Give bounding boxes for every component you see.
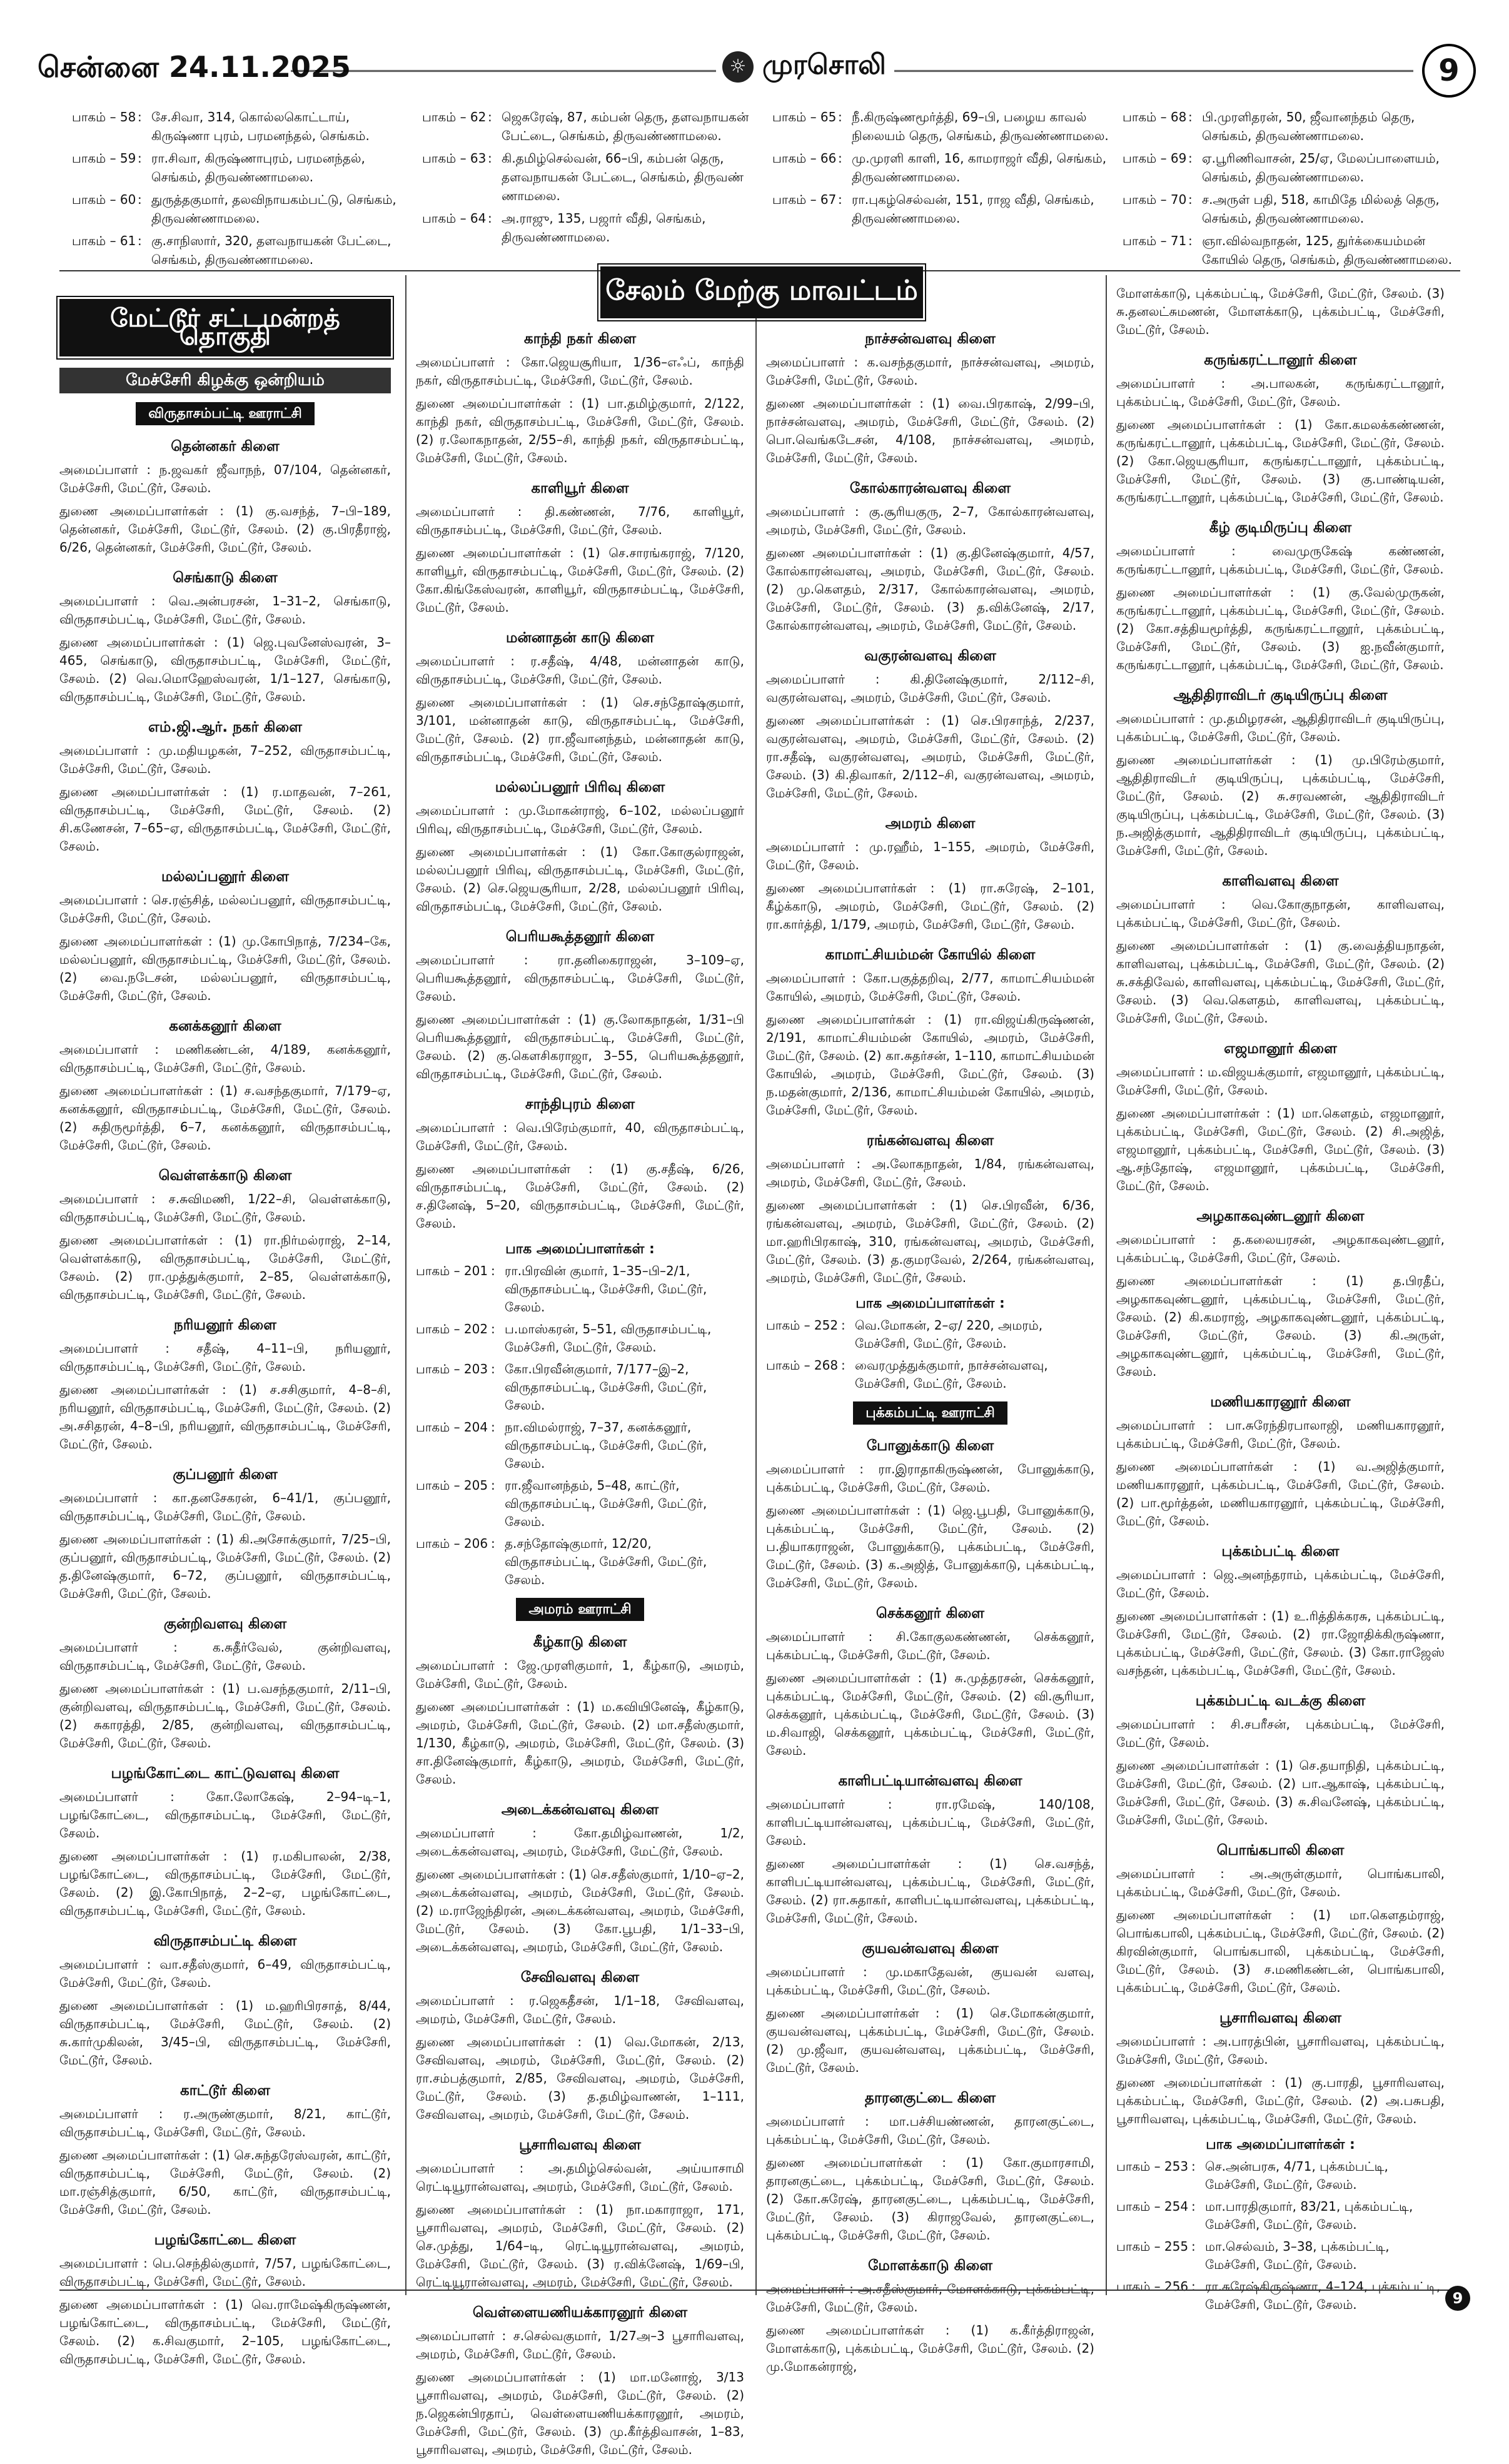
deputy-organizers-entry: துணை அமைப்பாளர்கள் : (1) வை.பிரகாஷ், 2/99–பி, நாச்சன்வளவு, அமரம், மேச்சேரி, மேட்டூர், சேலம். (2) பொ.வெங்கடேசன், 4/108, நாச்சன்வளவு, அமரம், மேச்சேரி, மேட்டூர், சேலம். xyxy=(766,396,1094,465)
pagam-member: ரா.சுரேஷ்கிருஷ்ணா, 4–124, புக்கம்பட்டி, மேச்சேரி, மேட்டூர், சேலம். xyxy=(1205,2279,1441,2312)
pagam-member: மா.பாரதிகுமார், 83/21, புக்கம்பட்டி, மேச்சேரி, மேட்டூர், சேலம். xyxy=(1205,2199,1413,2232)
branch-title: பொங்கபாலி கிளை xyxy=(1216,1842,1345,1859)
organizer-entry: அமைப்பாளர் : ரா.ரமேஷ், 140/108, காளிபட்டியான்வளவு, புக்கம்பட்டி, மேச்சேரி, மேட்டூர், சேலம். xyxy=(766,1797,1094,1848)
deputy-organizers-entry: துணை அமைப்பாளர்கள் : (1) ஜெ.பூபதி, போனுக்காடு, புக்கம்பட்டி, மேச்சேரி, மேட்டூர், சேலம். (2) ப.தியாகராஜன், போனுக்காடு, புக்கம்பட்டி, மேச்சேரி, மேட்டூர், சேலம். (3) க.அஜித், போனுக்காடு, புக்கம்பட்டி, மேச்சேரி, மேட்டூர், சேலம். xyxy=(766,1503,1094,1590)
deputy-organizers-entry: துணை அமைப்பாளர்கள் : (1) மு.பிரேம்குமார், ஆதிதிராவிடர் குடியிருப்பு, புக்கம்பட்டி, மேச்சேரி, மேட்டூர், சேலம். (2) சு.சரவணன், ஆதிதிராவிடர் குடியிருப்பு, புக்கம்பட்டி, மேச்சேரி, மேட்டூர், சேலம். (3) ந.அஜித்குமார், ஆதிதிராவிடர் குடியிருப்பு, புக்கம்பட்டி, மேச்சேரி, மேட்டூர், சேலம். xyxy=(1116,752,1445,858)
pagam-number: பாகம் – 59 xyxy=(72,151,136,166)
organizer-entry: அமைப்பாளர் : க.வசந்தகுமார், நாச்சன்வளவு, அமரம், மேச்சேரி, மேட்டூர், சேலம். xyxy=(766,355,1094,388)
organizer-entry: அமைப்பாளர் : மா.பச்சியண்ணன், தாரனகுட்டை, புக்கம்பட்டி, மேச்சேரி, மேட்டூர், சேலம். xyxy=(766,2114,1094,2147)
organizer-entry: அமைப்பாளர் : ர.சதீஷ், 4/48, மன்னாதன் காடு, விருதாசம்பட்டி, மேச்சேரி, மேட்டூர், சேலம். xyxy=(416,654,744,687)
deputy-organizers-entry: துணை அமைப்பாளர்கள் : (1) செ.சுந்தரேஸ்வரன், காட்டூர், விருதாசம்பட்டி, மேச்சேரி, மேட்டூர், சேலம். (2) மா.ரஞ்சித்குமார், 6/50, காட்டூர், விருதாசம்பட்டி, மேச்சேரி, மேட்டூர், சேலம். xyxy=(59,2148,391,2217)
deputy-organizers-entry: துணை அமைப்பாளர்கள் : (1) கு.வேல்முருகன், கருங்கரட்டானூர், புக்கம்பட்டி, மேச்சேரி, மேட்டூர், சேலம். (2) கோ.சத்தியமூர்த்தி, கருங்கரட்டானூர், புக்கம்பட்டி, மேச்சேரி, மேட்டூர், சேலம். (3) ஐ.நவீன்குமார், கருங்கரட்டானூர், புக்கம்பட்டி, மேச்சேரி, மேட்டூர், சேலம். xyxy=(1116,585,1445,672)
branch-title: பூசாரிவளவு கிளை xyxy=(1219,2010,1341,2026)
pagam-row xyxy=(416,1360,744,1415)
branch-list xyxy=(416,330,744,1233)
pagam-row xyxy=(422,108,760,145)
separator-colon: : xyxy=(1188,233,1193,248)
organizer-entry: அமைப்பாளர் : கு.சூரியகுரு, 2–7, கோல்காரன்வளவு, அமரம், மேச்சேரி, மேட்டூர், சேலம். xyxy=(766,504,1094,537)
pagam-number: பாகம் – 252 xyxy=(766,1318,839,1333)
pagam-member: ரா.ஜீவானந்தம், 5–48, காட்டூர், விருதாசம்பட்டி, மேச்சேரி, மேட்டூர், சேலம். xyxy=(505,1478,707,1529)
pagam-row xyxy=(1123,149,1460,186)
branch-title: புக்கம்பட்டி வடக்கு கிளை xyxy=(1195,1693,1366,1709)
panchayat-label: விருதாசம்பட்டி ஊராட்சி xyxy=(136,402,314,425)
separator-colon: : xyxy=(488,211,492,226)
branch-title: குப்பனூர் கிளை xyxy=(173,1467,278,1483)
organizer-entry: அமைப்பாளர் : அ.அருள்குமார், பொங்கபாலி, புக்கம்பட்டி, மேச்சேரி, மேட்டூர், சேலம். xyxy=(1116,1866,1445,1899)
pagam-member: நா.விமல்ராஜ், 7–37, கனக்கனூர், விருதாசம்பட்டி, மேச்சேரி, மேட்டூர், சேலம். xyxy=(505,1420,707,1471)
deputy-organizers-entry: துணை அமைப்பாளர்கள் : (1) கு.வைத்தியநாதன், காளிவளவு, புக்கம்பட்டி, மேச்சேரி, மேட்டூர், சேலம். (2) சு.சக்திவேல், காளிவளவு, புக்கம்பட்டி, மேச்சேரி, மேட்டூர், சேலம். (3) வெ.கௌதம், காளிவளவு, புக்கம்பட்டி, மேச்சேரி, மேட்டூர், சேலம். xyxy=(1116,938,1445,1026)
branch-title: அமரம் கிளை xyxy=(885,815,976,832)
branch-title: பெரியகூத்தனூர் கிளை xyxy=(505,929,655,945)
organizer-entry: அமைப்பாளர் : ரா.இராதாகிருஷ்ணன், போனுக்காடு, புக்கம்பட்டி, மேச்சேரி, மேட்டூர், சேலம். xyxy=(766,1462,1094,1495)
organizer-entry: அமைப்பாளர் : மு.தமிழரசன், ஆதிதிராவிடர் குடியிருப்பு, புக்கம்பட்டி, மேச்சேரி, மேட்டூர், சேலம். xyxy=(1116,711,1445,744)
separator-colon: : xyxy=(1188,151,1193,166)
pagam-member: ஞா.வில்வநாதன், 125, துர்க்கையம்மன் கோயில் தெரு, செங்கம், திருவண்ணாமலை. xyxy=(1202,233,1452,267)
pagam-row xyxy=(1123,190,1460,228)
separator-colon: : xyxy=(491,1263,495,1278)
deputy-organizers-entry: துணை அமைப்பாளர்கள் : (1) கு.தினேஷ்குமார், 4/57, கோல்காரன்வளவு, அமரம், மேச்சேரி, மேட்டூர், சேலம். (2) மு.கௌதம், 2/317, கோல்காரன்வளவு, அமரம், மேச்சேரி, மேட்டூர், சேலம். (3) த.விக்னேஷ், 2/17, கோல்காரன்வளவு, அமரம், மேச்சேரி, மேட்டூர், சேலம். xyxy=(766,545,1094,633)
organizer-entry: அமைப்பாளர் : சி.கோகுலகண்ணன், செக்கனூர், புக்கம்பட்டி, மேச்சேரி, மேட்டூர், சேலம். xyxy=(766,1629,1094,1662)
organizer-entry: அமைப்பாளர் : சி.சபரீசன், புக்கம்பட்டி, மேச்சேரி, மேட்டூர், சேலம். xyxy=(1116,1717,1445,1750)
deputy-organizers-entry: துணை அமைப்பாளர்கள் : (1) க.கீர்த்திராஜன், மோளக்காடு, புக்கம்பட்டி, மேச்சேரி, மேட்டூர், சேலம். (2) மு.மோகன்ராஜ், xyxy=(766,2323,1094,2374)
deputy-organizers-entry: துணை அமைப்பாளர்கள் : (1) கோ.கமலக்கண்ணன், கருங்கரட்டானூர், புக்கம்பட்டி, மேச்சேரி, மேட்டூர், சேலம். (2) கோ.ஜெயசூரியா, கருங்கரட்டானூர், புக்கம்பட்டி, மேச்சேரி, மேட்டூர், சேலம். (3) கு.பாண்டியன், கருங்கரட்டானூர், புக்கம்பட்டி, மேச்சேரி, மேட்டூர், சேலம். xyxy=(1116,417,1445,505)
pagam-member: துருத்தகுமார், தலவிநாயகம்பட்டு, செங்கம், திருவண்ணாமலை. xyxy=(151,192,396,226)
pagam-row xyxy=(1116,2278,1445,2314)
deputy-organizers-entry: துணை அமைப்பாளர்கள் : (1) செ.சதீஸ்குமார், 1/10–ஏ–2, அடைக்கன்வளவு, அமரம், மேச்சேரி, மேட்டூர், சேலம். (2) ம.ராஜேந்திரன், அடைக்கன்வளவு, அமரம், மேச்சேரி, மேட்டூர், சேலம். (3) கோ.பூபதி, 1/1–33–பி, அடைக்கன்வளவு, அமரம், மேச்சேரி, மேட்டூர், சேலம். xyxy=(416,1867,744,1954)
pagam-row xyxy=(72,190,410,228)
deputy-organizers-entry: துணை அமைப்பாளர்கள் : (1) ம.ஹரிபிரசாத், 8/44, விருதாசம்பட்டி, மேச்சேரி, மேட்டூர், சேலம். (2) சு.கார்முகிலன், 3/45–பி, விருதாசம்பட்டி, மேச்சேரி, மேட்டூர், சேலம். xyxy=(59,1998,391,2068)
organizer-entry: அமைப்பாளர் : வெ.கோகுநாதன், காளிவளவு, புக்கம்பட்டி, மேச்சேரி, மேட்டூர், சேலம். xyxy=(1116,897,1445,930)
deputy-organizers-entry: துணை அமைப்பாளர்கள் : (1) ப.வசந்தகுமார், 2/11–பி, குன்றிவளவு, விருதாசம்பட்டி, மேச்சேரி, மேட்டூர், சேலம். (2) சுகாரத்தி, 2/85, குன்றிவளவு, விருதாசம்பட்டி, மேச்சேரி, மேட்டூர், சேலம். xyxy=(59,1681,391,1750)
branch-list xyxy=(766,330,1094,1287)
organizer-entry: அமைப்பாளர் : கோ.லோகேஷ், 2–94–டி–1, பழங்கோட்டை, விருதாசம்பட்டி, மேச்சேரி, மேட்டூர், சேலம். xyxy=(59,1789,391,1840)
pagam-number: பாகம் – 63 xyxy=(422,151,487,166)
pagam-member: செ.அன்பரசு, 4/71, புக்கம்பட்டி, மேச்சேரி, மேட்டூர், சேலம். xyxy=(1205,2159,1388,2192)
pagam-row xyxy=(72,149,410,186)
pagam-number: பாகம் – 203 xyxy=(416,1361,488,1376)
organizer-entry: அமைப்பாளர் : வைமுருகேஷ் கண்ணன், கருங்கரட்டானூர், புக்கம்பட்டி, மேச்சேரி, மேட்டூர், சேலம். xyxy=(1116,543,1445,577)
deputy-organizers-entry: துணை அமைப்பாளர்கள் : (1) கி.அசோக்குமார், 7/25–பி, குப்பனூர், விருதாசம்பட்டி, மேச்சேரி, மேட்டூர், சேலம். (2) த.தினேஷ்குமார், 6–72, குப்பனூர், விருதாசம்பட்டி, மேச்சேரி, மேட்டூர், சேலம். xyxy=(59,1532,391,1601)
pagam-row xyxy=(72,231,410,269)
deputy-organizers-entry: துணை அமைப்பாளர்கள் : (1) மா.மனோஜ், 3/13 பூசாரிவளவு, அமரம், மேச்சேரி, மேட்டூர், சேலம். (2) ந.ஜெகன்பிரதாப், வெள்ளையணியக்காரனூர், அமரம், மேச்சேரி, மேட்டூர், சேலம். (3) மு.கீர்த்திவாசன், 1–83, பூசாரிவளவு, அமரம், மேச்சேரி, மேட்டூர், சேலம். xyxy=(416,2370,744,2457)
newspaper-logo xyxy=(722,49,886,84)
separator-colon: : xyxy=(138,233,142,248)
organizer-entry: அமைப்பாளர் : பா.சுரேந்திரபாலாஜி, மணியகாரனூர், புக்கம்பட்டி, மேச்சேரி, மேட்டூர், சேலம். xyxy=(1116,1418,1445,1451)
pagam-number: பாகம் – 70 xyxy=(1123,192,1187,207)
deputy-organizers-entry: துணை அமைப்பாளர்கள் : (1) செ.பிரவீன், 6/36, ரங்கன்வளவு, அமரம், மேச்சேரி, மேட்டூர், சேலம். (2) மா.ஹரிபிரகாஷ், 310, ரங்கன்வளவு, அமரம், மேச்சேரி, மேட்டூர், சேலம். (3) த.குமரவேல், 2/264, ரங்கன்வளவு, அமரம், மேச்சேரி, மேட்டூர், சேலம். xyxy=(766,1198,1094,1285)
deputy-organizers-entry: துணை அமைப்பாளர்கள் : (1) செ.மோகன்குமார், குயவன்வளவு, புக்கம்பட்டி, மேச்சேரி, மேட்டூர், சேலம். (2) மு.ஜீவா, குயவன்வளவு, புக்கம்பட்டி, மேச்சேரி, மேட்டூர், சேலம். xyxy=(766,2006,1094,2075)
deputy-organizers-entry: துணை அமைப்பாளர்கள் : (1) ம.கவியினேஷ், கீழ்காடு, அமரம், மேச்சேரி, மேட்டூர், சேலம். (2) மா.சதீஸ்குமார், 1/130, கீழ்காடு, அமரம், மேச்சேரி, மேட்டூர், சேலம். (3) சா.தினேஷ்குமார், கீழ்காடு, அமரம், மேச்சேரி, மேட்டூர், சேலம். xyxy=(416,1699,744,1787)
branch-list xyxy=(1116,351,1445,2128)
pagam-row xyxy=(772,149,1110,186)
pagam-row xyxy=(72,108,410,145)
organizer-entry: அமைப்பாளர் : கோ.தமிழ்வாணன், 1/2, அடைக்கன்வளவு, அமரம், மேச்சேரி, மேட்டூர், சேலம். xyxy=(416,1825,744,1859)
pagam-member: ரா.புகழ்செல்வன், 151, ராஜ வீதி, செங்கம், திருவண்ணாமலை. xyxy=(852,192,1094,226)
pagam-number: பாகம் – 66 xyxy=(772,151,837,166)
deputy-organizers-entry: துணை அமைப்பாளர்கள் : (1) கு.லோகநாதன், 1/31–பி பெரியகூத்தனூர், விருதாசம்பட்டி, மேச்சேரி, மேட்டூர், சேலம். (2) கு.கௌசிகராஜா, 3–55, பெரியகூத்தனூர், விருதாசம்பட்டி, மேச்சேரி, மேட்டூர், சேலம். xyxy=(416,1012,744,1081)
branch-title: காளிவளவு கிளை xyxy=(1222,873,1339,889)
deputy-organizers-entry: துணை அமைப்பாளர்கள் : (1) த.பிரதீப், அழகாகவுண்டனூர், புக்கம்பட்டி, மேச்சேரி, மேட்டூர், சேலம். (2) கி.கமராஜ், அழகாகவுண்டனூர், புக்கம்பட்டி, மேச்சேரி, மேட்டூர், சேலம். (3) கி.அருள், அழகாகவுண்டனூர், புக்கம்பட்டி, மேச்சேரி, மேட்டூர், சேலம். xyxy=(1116,1273,1445,1379)
pagam-member: த.சந்தோஷ்குமார், 12/20, விருதாசம்பட்டி, மேச்சேரி, மேட்டூர், சேலம். xyxy=(505,1536,707,1587)
pagam-row xyxy=(422,149,760,205)
separator-colon: : xyxy=(841,1318,845,1333)
branch-title: மணியகாரனூர் கிளை xyxy=(1210,1394,1351,1410)
deputy-organizers-entry: துணை அமைப்பாளர்கள் : (1) ரா.நிர்மல்ராஜ், 2–14, வெள்ளக்காடு, விருதாசம்பட்டி, மேச்சேரி, மேட்டூர், சேலம். (2) ரா.முத்துக்குமார், 2–85, வெள்ளக்காடு, விருதாசம்பட்டி, மேச்சேரி, மேட்டூர், சேலம். xyxy=(59,1233,391,1302)
organizer-entry: அமைப்பாளர் : பெ.செந்தில்குமார், 7/57, பழங்கோட்டை, விருதாசம்பட்டி, மேச்சேரி, மேட்டூர், சேலம். xyxy=(59,2256,391,2289)
branch-title: போனுக்காடு கிளை xyxy=(866,1438,994,1454)
deputy-organizers-entry: துணை அமைப்பாளர்கள் : (1) கோ.கோகுல்ராஜன், மல்லப்பனூர் பிரிவு, விருதாசம்பட்டி, மேச்சேரி, மேட்டூர், சேலம். (2) செ.ஜெயசூரியா, 2/28, மல்லப்பனூர் பிரிவு, விருதாசம்பட்டி, மேச்சேரி, மேட்டூர், சேலம். xyxy=(416,844,744,914)
union-banner: மேச்சேரி கிழக்கு ஒன்றியம் xyxy=(59,368,391,393)
branch-title: தாரனகுட்டை கிளை xyxy=(864,2090,996,2106)
pagam-heading: பாக அமைப்பாளர்கள் : xyxy=(855,1296,1005,1311)
organizer-entry: அமைப்பாளர் : அ.லோகநாதன், 1/84, ரங்கன்வளவு, அமரம், மேச்சேரி, மேட்டூர், சேலம். xyxy=(766,1156,1094,1189)
pagam-member: ப.மாஸ்கரன், 5–51, விருதாசம்பட்டி, மேச்சேரி, மேட்டூர், சேலம். xyxy=(505,1321,712,1355)
pagam-number: பாகம் – 205 xyxy=(416,1478,488,1493)
organizer-entry: அமைப்பாளர் : ச.சுவிமணி, 1/22–சி, வெள்ளக்காடு, விருதாசம்பட்டி, மேச்சேரி, மேட்டூர், சேலம். xyxy=(59,1191,391,1224)
pagam-member: வெ.மோகன், 2–ஏ/ 220, அமரம், மேச்சேரி, மேட்டூர், சேலம். xyxy=(855,1318,1043,1351)
separator-colon: : xyxy=(491,1420,495,1435)
branch-list xyxy=(416,1633,744,2459)
organizer-entry: அமைப்பாளர் : மு.மகாதேவன், குயவன் வளவு, புக்கம்பட்டி, மேச்சேரி, மேட்டூர், சேலம். xyxy=(766,1964,1094,1997)
branch-title: செக்கனூர் கிளை xyxy=(876,1605,985,1622)
branch-title: எஜமானூர் கிளை xyxy=(1224,1041,1337,1057)
deputy-organizers-entry: துணை அமைப்பாளர்கள் : (1) ரா.விஜய்கிருஷ்ணன், 2/191, காமாட்சியம்மன் கோயில், அமரம், மேச்சேரி, மேட்டூர், சேலம். (2) கா.சுதர்சன், 1–110, காமாட்சியம்மன் கோயில், அமரம், மேச்சேரி, மேட்டூர், சேலம். (3) ந.மதன்குமார், 2/136, காமாட்சியம்மன் கோயில், அமரம், மேச்சேரி, மேட்டூர், சேலம். xyxy=(766,1012,1094,1118)
separator-colon: : xyxy=(491,1321,495,1336)
top-list-col-4 xyxy=(1123,108,1460,273)
pagam-member: நீ.கிருஷ்ணமூர்த்தி, 69–பி, பழைய காவல் நிலையம் தெரு, செங்கம், திருவண்ணாமலை. xyxy=(852,109,1109,143)
branch-list xyxy=(59,438,391,2368)
branch-title: மோளக்காடு கிளை xyxy=(868,2258,992,2274)
column-3 xyxy=(766,318,1094,2381)
column-2 xyxy=(416,318,744,2464)
separator-colon: : xyxy=(488,109,492,124)
organizer-entry: அமைப்பாளர் : ச.செல்வகுமார், 1/27அ–3 பூசாரிவளவு, அமரம், மேச்சேரி, மேட்டூர், சேலம். xyxy=(416,2328,744,2361)
deputy-organizers-entry: துணை அமைப்பாளர்கள் : (1) நா.மகாராஜா, 171, பூசாரிவளவு, அமரம், மேச்சேரி, மேட்டூர், சேலம். (2) செ.முத்து, 1/64–டி, ரெட்டியூரான்வளவு, அமரம், மேச்சேரி, மேட்டூர், சேலம். (3) ர.விக்னேஷ், 1/69–பி, ரெட்டியூரான்வளவு, அமரம், மேச்சேரி, மேட்டூர், சேலம். xyxy=(416,2202,744,2290)
newspaper-name: முரசொலி xyxy=(762,49,886,81)
deputy-organizers-entry: துணை அமைப்பாளர்கள் : (1) ஜெ.புவனேஸ்வரன், 3–465, செங்காடு, விருதாசம்பட்டி, மேச்சேரி, மேட்டூர், சேலம். (2) வெ.மொஹேஸ்வரன், 1/1–127, செங்காடு, விருதாசம்பட்டி, மேச்சேரி, மேட்டூர், சேலம். xyxy=(59,635,391,704)
page-number: 9 xyxy=(1422,44,1476,98)
branch-title: பழங்கோட்டை காட்டுவளவு கிளை xyxy=(111,1765,340,1782)
separator-colon: : xyxy=(1191,2279,1196,2294)
branch-title: விருதாசம்பட்டி கிளை xyxy=(153,1933,297,1949)
branch-title: புக்கம்பட்டி கிளை xyxy=(1221,1543,1340,1560)
organizer-entry: அமைப்பாளர் : ஜெ.அனந்தராம், புக்கம்பட்டி, மேச்சேரி, மேட்டூர், சேலம். xyxy=(1116,1567,1445,1600)
pagam-row xyxy=(1123,231,1460,269)
separator-colon: : xyxy=(138,151,142,166)
deputy-organizers-entry: துணை அமைப்பாளர்கள் : (1) செ.வசந்த், காளிபட்டியான்வளவு, புக்கம்பட்டி, மேச்சேரி, மேட்டூர், சேலம். (2) ரா.சுதாகர், காளிபட்டியான்வளவு, புக்கம்பட்டி, மேச்சேரி, மேட்டூர், சேலம். xyxy=(766,1856,1094,1926)
organizer-entry: அமைப்பாளர் : சதீஷ், 4–11–பி, நரியனூர், விருதாசம்பட்டி, மேச்சேரி, மேட்டூர், சேலம். xyxy=(59,1341,391,1374)
column-4 xyxy=(1116,285,1445,2318)
branch-title: கருங்கரட்டானூர் கிளை xyxy=(1204,352,1357,368)
pagam-number: பாகம் – 204 xyxy=(416,1420,488,1435)
branch-title: மன்னாதன் காடு கிளை xyxy=(505,630,655,646)
branch-title: வகுரன்வளவு கிளை xyxy=(864,648,996,664)
separator-colon: : xyxy=(488,151,492,166)
branch-title: அடைக்கன்வளவு கிளை xyxy=(501,1802,659,1818)
footer-page-number: 9 xyxy=(1445,2286,1470,2311)
pagam-row xyxy=(416,1477,744,1531)
top-list-band xyxy=(59,108,1460,271)
separator-colon: : xyxy=(138,109,142,124)
branch-title: கீழ்காடு கிளை xyxy=(533,1634,627,1650)
pagam-number: பாகம் – 256 xyxy=(1116,2279,1189,2294)
separator-colon: : xyxy=(1188,109,1193,124)
pagam-number: பாகம் – 71 xyxy=(1123,233,1187,248)
organizer-entry: அமைப்பாளர் : வெ.பிரேம்குமார், 40, விருதாசம்பட்டி, மேச்சேரி, மேட்டூர், சேலம். xyxy=(416,1120,744,1153)
branch-title: வெள்ளையணியக்காரனூர் கிளை xyxy=(472,2305,688,2321)
deputy-organizers-entry: துணை அமைப்பாளர்கள் : (1) கோ.குமாரசாமி, தாரனகுட்டை, புக்கம்பட்டி, மேச்சேரி, மேட்டூர், சேலம். (2) கோ.சுரேஷ், தாரனகுட்டை, புக்கம்பட்டி, மேச்சேரி, மேட்டூர், சேலம். (3) கிராஜவேல், தாரனகுட்டை, புக்கம்பட்டி, மேச்சேரி, மேட்டூர், சேலம். xyxy=(766,2155,1094,2243)
column-divider xyxy=(1106,275,1107,2295)
deputy-organizers-entry: துணை அமைப்பாளர்கள் : (1) பா.தமிழ்குமார், 2/122, காந்தி நகர், விருதாசம்பட்டி, மேச்சேரி, மேட்டூர், சேலம். (2) ர.லோகநாதன், 2/55–சி, காந்தி நகர், விருதாசம்பட்டி, மேச்சேரி, மேட்டூர், சேலம். xyxy=(416,396,744,465)
organizer-entry: அமைப்பாளர் : தி.கண்ணன், 7/76, காளியூர், விருதாசம்பட்டி, மேச்சேரி, மேட்டூர், சேலம். xyxy=(416,504,744,537)
pagam-row xyxy=(1116,2238,1445,2274)
branch-title: குன்றிவளவு கிளை xyxy=(163,1616,287,1632)
organizer-entry: அமைப்பாளர் : கி.தினேஷ்குமார், 2/112–சி, வகுரன்வளவு, அமரம், மேச்சேரி, மேட்டூர், சேலம். xyxy=(766,672,1094,705)
deputy-organizers-entry: துணை அமைப்பாளர்கள் : (1) மா.கௌதம்ராஜ், பொங்கபாலி, புக்கம்பட்டி, மேச்சேரி, மேட்டூர், சேலம். (2) கிரவின்குமார், பொங்கபாலி, புக்கம்பட்டி, மேச்சேரி, மேட்டூர், சேலம். (3) ச.மணிகண்டன், பொங்கபாலி, புக்கம்பட்டி, மேச்சேரி, மேட்டூர், சேலம். xyxy=(1116,1907,1445,1995)
pagam-row xyxy=(422,209,760,246)
organizer-entry: அமைப்பாளர் : அ.பாரத்பின், பூசாரிவளவு, புக்கம்பட்டி, மேச்சேரி, மேட்டூர், சேலம். xyxy=(1116,2034,1445,2067)
organizer-entry: அமைப்பாளர் : ரா.தனிகைராஜன், 3–109–ஏ, பெரியகூத்தனூர், விருதாசம்பட்டி, மேச்சேரி, மேட்டூர், சேலம். xyxy=(416,952,744,1004)
organizer-entry: அமைப்பாளர் : செ.ரஞ்சித், மல்லப்பனூர், விருதாசம்பட்டி, மேச்சேரி, மேட்டூர், சேலம். xyxy=(59,892,391,926)
pagam-number: பாகம் – 201 xyxy=(416,1263,488,1278)
organizer-entry: அமைப்பாளர் : அ.தமிழ்செல்வன், அய்யாசாமி ரெட்டியூரான்வளவு, அமரம், மேச்சேரி, மேட்டூர், சேலம். xyxy=(416,2161,744,2194)
deputy-organizers-entry: துணை அமைப்பாளர்கள் : (1) ர.மகிபாலன், 2/38, பழங்கோட்டை, விருதாசம்பட்டி, மேச்சேரி, மேட்டூர், சேலம். (2) இ.கோபிநாத், 2–2–ஏ, பழங்கோட்டை, விருதாசம்பட்டி, மேச்சேரி, மேட்டூர், சேலம். xyxy=(59,1849,391,1918)
pagam-member: மு.முரளி காளி, 16, காமராஜர் வீதி, செங்கம், திருவண்ணாமலை. xyxy=(852,151,1107,184)
branch-title: கோல்காரன்வளவு கிளை xyxy=(849,480,1011,497)
organizer-entry: அமைப்பாளர் : ந.ஜவகர் ஜீவாநந், 07/104, தென்னகர், மேச்சேரி, மேட்டூர், சேலம். xyxy=(59,462,391,495)
pagam-row xyxy=(772,190,1110,228)
pagam-member: மா.செல்வம், 3–38, புக்கம்பட்டி, மேச்சேரி, மேட்டூர், சேலம். xyxy=(1205,2239,1390,2272)
deputy-organizers-entry: துணை அமைப்பாளர்கள் : (1) வெ.ராமேஷ்கிருஷ்ணன், பழங்கோட்டை, விருதாசம்பட்டி, மேச்சேரி, மேட்டூர், சேலம். (2) க.சிவகுமார், 2–105, பழங்கோட்டை, விருதாசம்பட்டி, மேச்சேரி, மேட்டூர், சேலம். xyxy=(59,2297,391,2366)
separator-colon: : xyxy=(838,192,842,207)
pagam-row xyxy=(1116,2158,1445,2194)
separator-colon: : xyxy=(491,1478,495,1493)
branch-title: நரியனூர் கிளை xyxy=(173,1317,277,1333)
pagam-heading: பாக அமைப்பாளர்கள் : xyxy=(1206,2137,1355,2153)
organizer-entry: அமைப்பாளர் : ர.அருண்குமார், 8/21, காட்டூர், விருதாசம்பட்டி, மேச்சேரி, மேட்டூர், சேலம். xyxy=(59,2106,391,2139)
pagam-number: பாகம் – 206 xyxy=(416,1536,488,1551)
pagam-number: பாகம் – 67 xyxy=(772,192,837,207)
pagam-heading: பாக அமைப்பாளர்கள் : xyxy=(505,1241,655,1257)
bottom-rule xyxy=(59,2290,1460,2291)
top-list-col-3 xyxy=(772,108,1110,231)
deputy-organizers-entry: துணை அமைப்பாளர்கள் : (1) கு.பாரதி, பூசாரிவளவு, புக்கம்பட்டி, மேச்சேரி, மேட்டூர், சேலம். (2) அ.பசுபதி, பூசாரிவளவு, புக்கம்பட்டி, மேச்சேரி, மேட்டூர், சேலம். xyxy=(1116,2075,1445,2126)
branch-title: காந்தி நகர் கிளை xyxy=(523,331,637,347)
pagam-row xyxy=(1123,108,1460,145)
pagam-member: ஏ.பூரிணிவாசன், 25/ஏ, மேலப்பாளையம், செங்கம், திருவண்ணாமலை. xyxy=(1202,151,1440,184)
organizer-entry: அமைப்பாளர் : மணிகண்டன், 4/189, கனக்கனூர், விருதாசம்பட்டி, மேச்சேரி, மேட்டூர், சேலம். xyxy=(59,1042,391,1075)
pagam-number: பாகம் – 254 xyxy=(1116,2199,1189,2214)
branch-list xyxy=(766,1437,1094,2376)
organizer-entry: அமைப்பாளர் : வா.சதீஸ்குமார், 6–49, விருதாசம்பட்டி, மேச்சேரி, மேட்டூர், சேலம். xyxy=(59,1957,391,1990)
separator-colon: : xyxy=(838,151,842,166)
branch-title: மல்லப்பனூர் பிரிவு கிளை xyxy=(495,779,665,795)
branch-title: காளியூர் கிளை xyxy=(531,480,629,497)
organizer-entry: அமைப்பாளர் : ம.விஜயக்குமார், எஜமானூர், புக்கம்பட்டி, மேச்சேரி, மேட்டூர், சேலம். xyxy=(1116,1064,1445,1098)
pagam-list xyxy=(416,1262,744,1589)
pagam-number: பாகம் – 69 xyxy=(1123,151,1187,166)
pagam-number: பாகம் – 61 xyxy=(72,233,136,248)
organizer-entry: அமைப்பாளர் : அ.பாலகன், கருங்கரட்டானூர், புக்கம்பட்டி, மேச்சேரி, மேட்டூர், சேலம். xyxy=(1116,376,1445,409)
pagam-number: பாகம் – 268 xyxy=(766,1358,839,1373)
pagam-row xyxy=(416,1418,744,1473)
pagam-row xyxy=(416,1535,744,1589)
deputy-organizers-entry: துணை அமைப்பாளர்கள் : (1) மு.கோபிநாத், 7/234–கே, மல்லப்பனூர், விருதாசம்பட்டி, மேச்சேரி, மேட்டூர், சேலம். (2) வை.நடேசன், மல்லப்பனூர், விருதாசம்பட்டி, மேச்சேரி, மேட்டூர், சேலம். xyxy=(59,934,391,1003)
masthead xyxy=(38,44,1476,100)
column-1 xyxy=(59,275,391,2373)
pagam-row xyxy=(416,1320,744,1356)
pagam-member: ச.அருள் பதி, 518, காமிதே மில்லத் தெரு, செங்கம், திருவண்ணாமலை. xyxy=(1202,192,1440,226)
masthead-rule-left xyxy=(291,70,716,72)
organizer-entry: அமைப்பாளர் : கோ.பகுத்தறிவு, 2/77, காமாட்சியம்மன் கோயில், அமரம், மேச்சேரி, மேட்டூர், சேலம். xyxy=(766,971,1094,1004)
organizer-entry: அமைப்பாளர் : அ.சதீஸ்குமார், மோளக்காடு, புக்கம்பட்டி, மேச்சேரி, மேட்டூர், சேலம். xyxy=(766,2281,1094,2315)
branch-title: சாந்திபுரம் கிளை xyxy=(525,1096,635,1113)
top-list-col-2 xyxy=(422,108,760,250)
separator-colon: : xyxy=(841,1358,845,1373)
issue-date: சென்னை 24.11.2025 xyxy=(38,50,351,84)
branch-title: பழங்கோட்டை கிளை xyxy=(154,2232,296,2248)
separator-colon: : xyxy=(138,192,142,207)
pagam-member: சே.சிவா, 314, கொல்லகொட்டாய், கிருஷ்ணா புரம், பரமனந்தல், செங்கம். xyxy=(151,109,370,143)
column-divider xyxy=(405,275,406,2295)
panchayat-label: புக்கம்பட்டி ஊராட்சி xyxy=(853,1401,1007,1425)
branch-title: அழகாகவுண்டனூர் கிளை xyxy=(1196,1208,1365,1224)
deputy-organizers-entry: துணை அமைப்பாளர்கள் : (1) ரா.சுரேஷ், 2–101, கீழ்க்காடு, அமரம், மேச்சேரி, மேட்டூர், சேலம். (2) ரா.கார்த்தி, 1/179, அமரம், மேச்சேரி, மேட்டூர், சேலம். xyxy=(766,881,1094,932)
branch-title: காட்டூர் கிளை xyxy=(180,2083,270,2099)
separator-colon: : xyxy=(838,109,842,124)
organizer-entry: அமைப்பாளர் : வெ.அன்பரசன், 1–31–2, செங்காடு, விருதாசம்பட்டி, மேச்சேரி, மேட்டூர், சேலம். xyxy=(59,593,391,627)
branch-title: சேவிவளவு கிளை xyxy=(520,1969,640,1986)
organizer-entry: அமைப்பாளர் : த.கலையரசன், அழகாகவுண்டனூர், புக்கம்பட்டி, மேச்சேரி, மேட்டூர், சேலம். xyxy=(1116,1232,1445,1265)
pagam-row xyxy=(766,1356,1094,1393)
organizer-entry: அமைப்பாளர் : கா.தனசேகரன், 6–41/1, குப்பனூர், விருதாசம்பட்டி, மேச்சேரி, மேட்டூர், சேலம். xyxy=(59,1490,391,1523)
deputy-organizers-entry: துணை அமைப்பாளர்கள் : (1) ச.சசிகுமார், 4–8–சி, நரியனூர், விருதாசம்பட்டி, மேச்சேரி, மேட்டூர், சேலம். (2) அ.சசிதரன், 4–8–பி, நரியனூர், விருதாசம்பட்டி, மேச்சேரி, மேட்டூர், சேலம். xyxy=(59,1382,391,1452)
branch-title: ஆதிதிராவிடர் குடியிருப்பு கிளை xyxy=(1173,687,1388,704)
pagam-number: பாகம் – 65 xyxy=(772,109,837,124)
branch-title: நாச்சன்வளவு கிளை xyxy=(865,331,996,347)
top-list-col-1 xyxy=(72,108,410,273)
organizer-entry: அமைப்பாளர் : க.சுதீர்வேல், குன்றிவளவு, விருதாசம்பட்டி, மேச்சேரி, மேட்டூர், சேலம். xyxy=(59,1640,391,1673)
separator-colon: : xyxy=(1188,192,1193,207)
pagam-number: பாகம் – 64 xyxy=(422,211,487,226)
separator-colon: : xyxy=(1191,2239,1196,2254)
pagam-row xyxy=(416,1262,744,1316)
column-divider xyxy=(755,275,757,2295)
pagam-member: ஜெசுரேஷ், 87, கம்பன் தெரு, தளவநாயகன் பேட்டை, செங்கம், திருவண்ணாமலை. xyxy=(502,109,749,143)
pagam-member: அ.ராஜு, 135, பஜார் வீதி, செங்கம், திருவண்ணாமலை. xyxy=(502,211,706,245)
branch-title: எம்.ஜி.ஆர். நகர் கிளை xyxy=(148,719,302,735)
branch-title: கனக்கனூர் கிளை xyxy=(169,1018,281,1034)
continued-text: மோளக்காடு, புக்கம்பட்டி, மேச்சேரி, மேட்டூர், சேலம். (3) சு.தனலட்சுமணன், மோளக்காடு, புக்கம்பட்டி, மேச்சேரி, மேட்டூர், சேலம். xyxy=(1116,286,1445,337)
branch-title: ரங்கன்வளவு கிளை xyxy=(866,1133,994,1149)
deputy-organizers-entry: துணை அமைப்பாளர்கள் : (1) வெ.மோகன், 2/13, சேவிவளவு, அமரம், மேச்சேரி, மேட்டூர், சேலம். (2) ரா.சம்பத்குமார், 2/85, சேவிவளவு, அமரம், மேச்சேரி, மேட்டூர், சேலம். (3) த.தமிழ்வாணன், 1–111, சேவிவளவு, அமரம், மேச்சேரி, மேட்டூர், சேலம். xyxy=(416,2034,744,2122)
pagam-number: பாகம் – 255 xyxy=(1116,2239,1189,2254)
pagam-number: பாகம் – 58 xyxy=(72,109,136,124)
pagam-number: பாகம் – 68 xyxy=(1123,109,1187,124)
branch-title: காமாட்சியம்மன் கோயில் கிளை xyxy=(825,947,1036,963)
pagam-member: கு.சாநிஸார், 320, தளவநாயகன் பேட்டை, செங்கம், திருவண்ணாமலை. xyxy=(151,233,391,267)
branch-title: குயவன்வளவு கிளை xyxy=(862,1941,999,1957)
deputy-organizers-entry: துணை அமைப்பாளர்கள் : (1) சு.முத்தரசன், செக்கனூர், புக்கம்பட்டி, மேச்சேரி, மேட்டூர், சேலம். (2) வி.சூரியா, செக்கனூர், புக்கம்பட்டி, மேச்சேரி, மேட்டூர், சேலம். (3) ம.சிவாஜி, செக்கனூர், புக்கம்பட்டி, மேச்சேரி, மேட்டூர், சேலம். xyxy=(766,1670,1094,1758)
deputy-organizers-entry: துணை அமைப்பாளர்கள் : (1) ச.வசந்தகுமார், 7/179–ஏ, கனக்கனூர், விருதாசம்பட்டி, மேச்சேரி, மேட்டூர், சேலம். (2) சுதிருமூர்த்தி, 6–7, கனக்கனூர், விருதாசம்பட்டி, மேச்சேரி, மேட்டூர், சேலம். xyxy=(59,1083,391,1153)
pagam-member: கி.தமிழ்செல்வன், 66–பி, கம்பன் தெரு, தளவநாயகன் பேட்டை, செங்கம், திருவண் ணாமலை. xyxy=(502,151,744,203)
pagam-number: பாகம் – 202 xyxy=(416,1321,488,1336)
deputy-organizers-entry: துணை அமைப்பாளர்கள் : (1) செ.பிரசாந்த், 2/237, வகுரன்வளவு, அமரம், மேச்சேரி, மேட்டூர், சேலம். (2) ரா.சதீஷ், வகுரன்வளவு, அமரம், மேச்சேரி, மேட்டூர், சேலம். (3) கி.திவாகர், 2/112–சி, வகுரன்வளவு, அமரம், மேச்சேரி, மேட்டூர், சேலம். xyxy=(766,713,1094,800)
organizer-entry: அமைப்பாளர் : மு.மதியழகன், 7–252, விருதாசம்பட்டி, மேச்சேரி, மேட்டூர், சேலம். xyxy=(59,743,391,776)
pagam-number: பாகம் – 253 xyxy=(1116,2159,1189,2174)
pagam-number: பாகம் – 60 xyxy=(72,192,136,207)
organizer-entry: அமைப்பாளர் : கோ.ஜெயசூரியா, 1/36–எஃப், காந்தி நகர், விருதாசம்பட்டி, மேச்சேரி, மேட்டூர், சேலம். xyxy=(416,355,744,388)
pagam-member: கோ.பிரவீன்குமார், 7/177–இ–2, விருதாசம்பட்டி, மேச்சேரி, மேட்டூர், சேலம். xyxy=(505,1361,707,1413)
branch-title: மல்லப்பனூர் கிளை xyxy=(161,869,289,885)
branch-title: கீழ் குடிமிருப்பு கிளை xyxy=(1209,520,1352,536)
organizer-entry: அமைப்பாளர் : ர.ஜெகதீசன், 1/1–18, சேவிவளவு, அமரம், மேச்சேரி, மேட்டூர், சேலம். xyxy=(416,1993,744,2026)
separator-colon: : xyxy=(1191,2199,1196,2214)
deputy-organizers-entry: துணை அமைப்பாளர்கள் : (1) கு.வசந்த், 7–பி–189, தென்னகர், மேச்சேரி, மேட்டூர், சேலம். (2) கு.பிரதீராஜ், 6/26, தென்னகர், மேச்சேரி, மேட்டூர், சேலம். xyxy=(59,503,391,555)
deputy-organizers-entry: துணை அமைப்பாளர்கள் : (1) உ.ரித்திக்கரசு, புக்கம்பட்டி, மேச்சேரி, மேட்டூர், சேலம். (2) ரா.ஜோதிக்கிருஷ்ணா, புக்கம்பட்டி, மேச்சேரி, மேட்டூர், சேலம். (3) கோ.ராஜேஸ் வசந்தன், புக்கம்பட்டி, மேச்சேரி, மேட்டூர், சேலம். xyxy=(1116,1608,1445,1678)
pagam-member: வைரமுத்துக்குமார், நாச்சன்வளவு, மேச்சேரி, மேட்டூர், சேலம். xyxy=(855,1358,1048,1391)
panchayat-label: அமரம் ஊராட்சி xyxy=(516,1598,643,1621)
emblem-icon: ☼ xyxy=(722,51,754,83)
organizer-entry: அமைப்பாளர் : ஜே.முரளிகுமார், 1, கீழ்காடு, அமரம், மேச்சேரி, மேட்டூர், சேலம். xyxy=(416,1658,744,1691)
organizer-entry: அமைப்பாளர் : மு.ரஹீம், 1–155, அமரம், மேச்சேரி, மேட்டூர், சேலம். xyxy=(766,839,1094,872)
branch-title: வெள்ளக்காடு கிளை xyxy=(158,1168,292,1184)
district-banner: சேலம் மேற்கு மாவட்டம் xyxy=(600,266,923,318)
deputy-organizers-entry: துணை அமைப்பாளர்கள் : (1) செ.சாரங்கராஜ், 7/120, காளியூர், விருதாசம்பட்டி, மேச்சேரி, மேட்டூர், சேலம். (2) கோ.கிங்கேஸ்வரன், காளியூர், விருதாசம்பட்டி, மேச்சேரி, மேட்டூர், சேலம். xyxy=(416,545,744,615)
branch-title: காளிபட்டியான்வளவு கிளை xyxy=(838,1773,1022,1789)
pagam-row xyxy=(1116,2198,1445,2234)
separator-colon: : xyxy=(1191,2159,1196,2174)
deputy-organizers-entry: துணை அமைப்பாளர்கள் : (1) செ.சந்தோஷ்குமார், 3/101, மன்னாதன் காடு, விருதாசம்பட்டி, மேச்சேரி, மேட்டூர், சேலம். (2) ரா.ஜீவானந்தம், மன்னாதன் காடு, விருதாசம்பட்டி, மேச்சேரி, மேட்டூர், சேலம். xyxy=(416,695,744,764)
deputy-organizers-entry: துணை அமைப்பாளர்கள் : (1) வ.அஜித்குமார், மணியகாரனூர், புக்கம்பட்டி, மேச்சேரி, மேட்டூர், சேலம். (2) பா.மூர்த்தன், மணியகாரனூர், புக்கம்பட்டி, மேச்சேரி, மேட்டூர், சேலம். xyxy=(1116,1459,1445,1528)
masthead-rule-right xyxy=(894,70,1413,72)
pagam-row xyxy=(772,108,1110,145)
pagam-member: பி.முரளிதரன், 50, ஜீவானந்தம் தெரு, செங்கம், திருவண்ணாமலை. xyxy=(1202,109,1415,143)
separator-colon: : xyxy=(491,1361,495,1376)
pagam-list xyxy=(766,1316,1094,1393)
deputy-organizers-entry: துணை அமைப்பாளர்கள் : (1) மா.கௌதம், எஜமானூர், புக்கம்பட்டி, மேச்சேரி, மேட்டூர், சேலம். (2) சி.அஜித், எஜமானூர், புக்கம்பட்டி, மேச்சேரி, மேட்டூர், சேலம். (3) ஆ.சந்தோஷ், எஜமானூர், புக்கம்பட்டி, மேச்சேரி, மேட்டூர், சேலம். xyxy=(1116,1106,1445,1193)
organizer-entry: அமைப்பாளர் : மு.மோகன்ராஜ், 6–102, மல்லப்பனூர் பிரிவு, விருதாசம்பட்டி, மேச்சேரி, மேட்டூர், சேலம். xyxy=(416,803,744,836)
separator-colon: : xyxy=(491,1536,495,1551)
constituency-banner: மேட்டூர் சட்டமன்றத் தொகுதி xyxy=(59,299,391,356)
pagam-member: ரா.பிரவின் குமார், 1–35–பி–2/1, விருதாசம்பட்டி, மேச்சேரி, மேட்டூர், சேலம். xyxy=(505,1263,707,1315)
deputy-organizers-entry: துணை அமைப்பாளர்கள் : (1) ர.மாதவன், 7–261, விருதாசம்பட்டி, மேச்சேரி, மேட்டூர், சேலம். (2) சி.கணேசன், 7–65–ஏ, விருதாசம்பட்டி, மேச்சேரி, மேட்டூர், சேலம். xyxy=(59,784,391,854)
pagam-member: ரா.சிவா, கிருஷ்ணாபுரம், பரமனந்தல், செங்கம், திருவண்ணாமலை. xyxy=(151,151,365,184)
branch-title: செங்காடு கிளை xyxy=(173,570,278,586)
deputy-organizers-entry: துணை அமைப்பாளர்கள் : (1) கு.சதீஷ், 6/26, விருதாசம்பட்டி, மேச்சேரி, மேட்டூர், சேலம். (2) ச.தினேஷ், 5–20, விருதாசம்பட்டி, மேச்சேரி, மேட்டூர், சேலம். xyxy=(416,1161,744,1231)
pagam-row xyxy=(766,1316,1094,1353)
deputy-organizers-entry: துணை அமைப்பாளர்கள் : (1) செ.தயாநிதி, புக்கம்பட்டி, மேச்சேரி, மேட்டூர், சேலம். (2) பா.ஆகாஷ், புக்கம்பட்டி, மேச்சேரி, மேட்டூர், சேலம். (3) சு.சிவனேஷ், புக்கம்பட்டி, மேச்சேரி, மேட்டூர், சேலம். xyxy=(1116,1758,1445,1827)
branch-title: தென்னகர் கிளை xyxy=(171,438,280,455)
pagam-number: பாகம் – 62 xyxy=(422,109,487,124)
branch-title: பூசாரிவளவு கிளை xyxy=(519,2137,641,2153)
